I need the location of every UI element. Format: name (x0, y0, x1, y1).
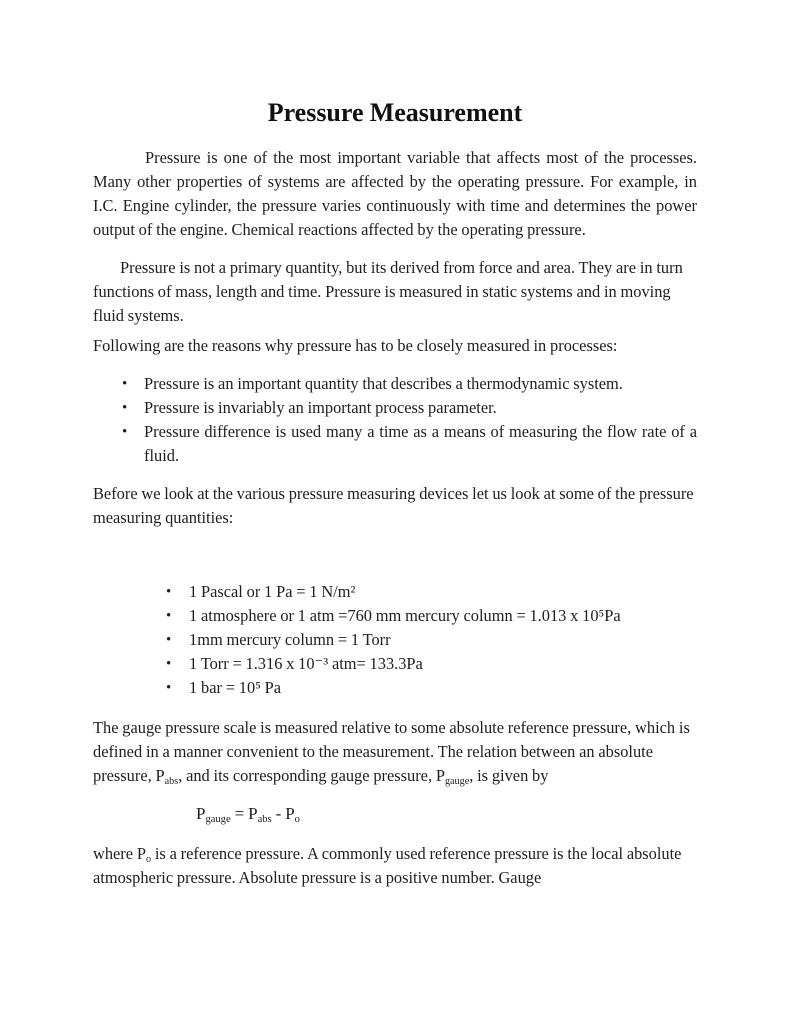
subscript: gauge (205, 813, 231, 825)
list-item-text: 1mm mercury column = 1 Torr (189, 630, 391, 649)
list-item (166, 628, 697, 652)
bullet-icon: • (166, 632, 172, 648)
reasons-list (122, 372, 697, 468)
gauge-paragraph (93, 716, 697, 788)
subscript: o (145, 853, 152, 865)
text-segment: is a reference pressure. A commonly used reference pressure is the local absolute atmospheric pressure. Absolute pressure is a positive number. Gauge (93, 844, 682, 887)
subscript: o (294, 813, 300, 825)
bullet-icon: • (166, 680, 172, 696)
derived-paragraph: Pressure is not a primary quantity, but its derived from force and area. They are in turn functions of mass, length and time. Pressure is measured in static systems and in moving fluid systems. (93, 258, 683, 325)
subscript: abs (257, 813, 272, 825)
subscript: abs (164, 775, 179, 787)
list-item (122, 420, 697, 468)
pressure-equation (196, 802, 697, 826)
where-paragraph (93, 842, 697, 890)
bullet-icon: • (122, 400, 128, 416)
list-item-text: Pressure difference is used many a time as a means of measuring the flow rate of a fluid. (144, 422, 697, 465)
list-item-text: 1 bar = 10⁵ Pa (189, 678, 282, 697)
list-item (166, 652, 697, 676)
bullet-icon: • (166, 608, 172, 624)
bullet-icon: • (166, 656, 172, 672)
list-item-text: 1 atmosphere or 1 atm =760 mm mercury column = 1.013 x 10⁵Pa (189, 606, 621, 625)
list-item (166, 580, 697, 604)
bullet-icon: • (166, 584, 172, 600)
list-item-text: Pressure is an important quantity that describes a thermodynamic system. (144, 374, 623, 393)
bullet-icon: • (122, 424, 128, 440)
following-paragraph: Following are the reasons why pressure has to be closely measured in processes: (93, 336, 618, 355)
list-item (166, 676, 697, 700)
text-segment: where P (93, 844, 146, 863)
units-list (166, 580, 697, 700)
intro-paragraph: Pressure is one of the most important variable that affects most of the processes. Many other properties of systems are affected by the operating pressure. For example, in I.C. Engine cylinder, the pressure varies continuously with time and determines the power output of the engine. Chemical reactions affected by the operating pressure. (93, 148, 697, 239)
equation-term: P (285, 804, 295, 823)
list-item-text: 1 Pascal or 1 Pa = 1 N/m² (189, 582, 356, 601)
before-paragraph: Before we look at the various pressure measuring devices let us look at some of the pressure measuring quantities: (93, 484, 694, 527)
text-segment: , and its corresponding gauge pressure, P (178, 766, 445, 785)
list-item (166, 604, 697, 628)
list-item-text: Pressure is invariably an important process parameter. (144, 398, 497, 417)
list-item-text: 1 Torr = 1.316 x 10⁻³ atm= 133.3Pa (189, 654, 423, 673)
subscript: gauge (444, 775, 470, 787)
list-item (122, 372, 697, 396)
text-segment: The gauge pressure scale is measured relative to some absolute reference pressure, which is defined in a manner convenient to the measurement. The relation between an absolute pressure, P (93, 718, 690, 785)
list-item (122, 396, 697, 420)
equation-term: P (196, 804, 206, 823)
text-segment: , is given by (469, 766, 549, 785)
bullet-icon: • (122, 376, 128, 392)
equation-operator: - (271, 804, 286, 823)
page-title: Pressure Measurement (267, 98, 523, 127)
equation-term: P (248, 804, 258, 823)
equation-operator: = (230, 804, 249, 823)
